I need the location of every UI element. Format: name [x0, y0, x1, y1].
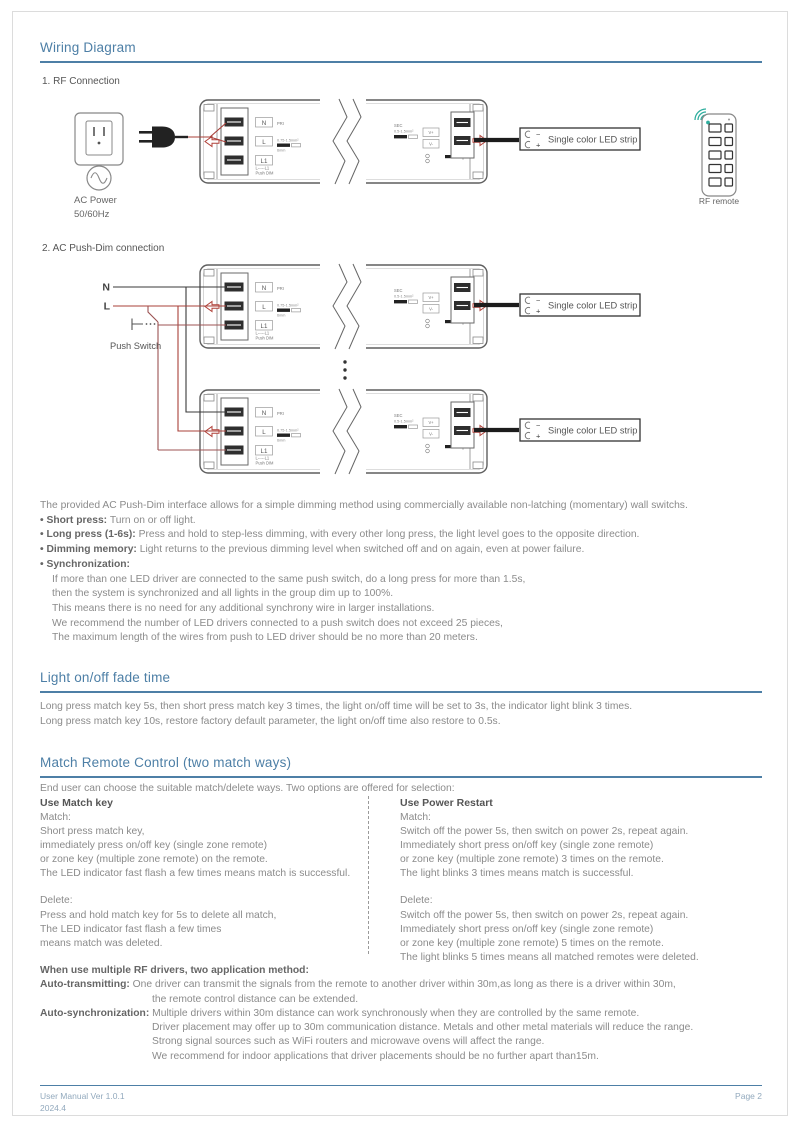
delete-line: The LED indicator fast flash a few times: [40, 923, 222, 935]
wire-n-label: N: [102, 281, 110, 294]
wire-l-label: L: [103, 300, 110, 313]
fade-section-body: [40, 700, 765, 729]
push-dim-label: Push DIM: [255, 335, 274, 341]
sync-line: This means there is no need for any additional synchrony wire in larger installations.: [52, 602, 435, 614]
terminal-label: N: [261, 119, 267, 127]
output-plus-label: V+: [428, 295, 434, 301]
rf-remote-label: RF remote: [698, 196, 740, 206]
sec-wire-spec: 0.5-1.5mm²: [394, 419, 414, 424]
led-driver: [200, 98, 487, 186]
match-label: Match:: [400, 812, 431, 823]
multi-line: Auto-synchronization: Multiple drivers within 30m distance can work synchronously when they are controlled by the same remote.: [40, 1007, 640, 1019]
match-label: Match:: [40, 812, 71, 823]
strip-length-label: 6mm: [277, 148, 286, 153]
bullet-line: • Long press (1-6s): Press and hold to step-less dimming, with every other long press, the light level goes to the opposite direction.: [40, 529, 640, 541]
remote-button: [709, 178, 721, 186]
push-dim-terminals: L-----L1: [255, 455, 270, 461]
terminal-label: L: [262, 303, 266, 311]
strip-label-1: Single color LED strip: [548, 134, 638, 145]
match-line: Immediately short press on/off key (single zone remote): [400, 840, 654, 852]
terminal-label: L1: [260, 322, 268, 330]
push-dim-terminals: L-----L1: [255, 330, 270, 336]
multi-cont-line: We recommend for indoor applications that driver placements should be no further apart than15m.: [152, 1050, 599, 1062]
multi-heading: When use multiple RF drivers, two application method:: [40, 965, 309, 976]
bullet-line: • Dimming memory: Light returns to the previous dimming level when switched off and on again, even at power failure.: [40, 544, 585, 556]
output-minus-label: V-: [429, 306, 433, 312]
sec-label: SEC: [394, 413, 403, 418]
terminal-label: L1: [260, 447, 268, 455]
delete-line: or zone key (multiple zone remote) 5 times on the remote.: [400, 937, 664, 949]
output-plus-label: V+: [428, 130, 434, 136]
intro-line: The provided AC Push-Dim interface allows for a simple dimming method using commercially available non-latching (momentary) wall switchs.: [40, 500, 688, 511]
strip-label-2: Single color LED strip: [548, 300, 638, 311]
delete-line: Immediately short press on/off key (single zone remote): [400, 923, 654, 935]
footer-page-number: Page 2: [735, 1091, 762, 1101]
delete-line: Press and hold match key for 5s to delete all match,: [40, 909, 277, 921]
sec-label: SEC: [394, 123, 403, 128]
sec-label: SEC: [394, 288, 403, 293]
fade-line: Long press match key 5s, then short press match key 3 times, the light on/off time will be set to 3s, the indicator light blink 3 times.: [40, 701, 633, 712]
strip-minus: −: [536, 421, 541, 430]
section2-label: 2. AC Push-Dim connection: [42, 243, 165, 254]
multi-cont-line: Strong signal sources such as WiFi routers and microwave ovens will affect the range.: [152, 1036, 545, 1048]
pri-label: PRI: [277, 411, 284, 416]
remote-button: [725, 124, 733, 132]
terminal-label: L1: [260, 157, 268, 165]
page-title: Wiring Diagram: [40, 40, 136, 55]
ac-plug-icon: [139, 127, 188, 148]
use-power-restart-heading: Use Power Restart: [400, 797, 493, 809]
fade-line: Long press match key 10s, restore factory default parameter, the light on/off time also restore to 0.5s.: [40, 715, 501, 727]
terminal-label: L: [262, 138, 266, 146]
remote-button: [709, 151, 721, 159]
column-divider: [368, 796, 369, 954]
delete-line: means match was deleted.: [40, 937, 163, 949]
pri-wire-spec: 0.75-1.5mm²: [277, 428, 299, 433]
remote-button: [709, 138, 721, 146]
fade-rule: [40, 691, 762, 693]
remote-button: [709, 165, 721, 173]
pri-wire-spec: 0.75-1.5mm²: [277, 303, 299, 308]
match-line: Short press match key,: [40, 826, 145, 838]
led-strip-3: [520, 419, 640, 441]
led-driver: [200, 263, 487, 351]
remote-button: [725, 178, 733, 186]
strip-minus: −: [536, 296, 541, 305]
sync-line: then the system is synchronized and all lights in the group dim up to 100%.: [52, 588, 394, 600]
delete-label: Delete:: [400, 895, 433, 907]
terminal-label: L: [262, 428, 266, 436]
bullet-line: • Synchronization:: [40, 558, 130, 570]
push-dim-description: [40, 499, 765, 646]
terminal-label: N: [261, 284, 267, 292]
footer-version: User Manual Ver 1.0.1: [40, 1091, 125, 1101]
pri-wire-spec: 0.75-1.5mm²: [277, 138, 299, 143]
strip-plus: +: [536, 306, 541, 316]
strip-length-label: 6mm: [277, 313, 286, 318]
output-minus-label: V-: [429, 141, 433, 147]
wiring-diagram-graphic: [0, 0, 800, 500]
use-match-key-heading: Use Match key: [40, 797, 113, 809]
match-key-column: [40, 796, 365, 951]
match-rule: [40, 776, 762, 778]
remote-button: [725, 165, 733, 173]
push-dim-label: Push DIM: [255, 170, 274, 176]
strip-plus: +: [536, 140, 541, 150]
sync-line: The maximum length of the wires from push to LED driver should be no more than 20 meters.: [52, 632, 478, 644]
pri-label: PRI: [277, 121, 284, 126]
sec-wire-spec: 0.5-1.5mm²: [394, 129, 414, 134]
strip-minus: −: [536, 130, 541, 139]
push-dim-label: Push DIM: [255, 460, 274, 466]
ac-power-label: AC Power: [74, 195, 117, 206]
match-line: or zone key (multiple zone remote) 3 times on the remote.: [400, 854, 664, 866]
section1-label: 1. RF Connection: [42, 76, 120, 87]
delete-label: Delete:: [40, 895, 73, 907]
footer-left: [40, 1090, 125, 1114]
push-dim-terminals: L-----L1: [255, 165, 270, 171]
more-drivers-ellipsis: [343, 360, 346, 379]
strip-plus: +: [536, 431, 541, 441]
match-line: immediately press on/off key (single zone remote): [40, 840, 268, 852]
pri-label: PRI: [277, 286, 284, 291]
multi-driver-section: [40, 964, 770, 1064]
push-switch-label: Push Switch: [110, 341, 162, 351]
match-intro: End user can choose the suitable match/delete ways. Two options are offered for selection:: [40, 783, 455, 794]
match-line: The light blinks 3 times means match is successful.: [400, 868, 634, 880]
footer-rule: [40, 1085, 762, 1086]
ac-outlet: [74, 113, 123, 220]
fade-section-title: Light on/off fade time: [40, 670, 171, 685]
match-line: or zone key (multiple zone remote) on the remote.: [40, 854, 268, 866]
push-switch-icon: [132, 319, 155, 331]
power-restart-column: [400, 796, 760, 965]
multi-cont-line: Driver placement may offer up to 30m communication distance. Metals and other metal materials will reduce the range.: [152, 1022, 694, 1034]
multi-line: Auto-transmitting: One driver can transmit the signals from the remote to another driver within 30m,as long as there is a driver within 30m,: [40, 979, 676, 991]
ac-freq-label: 50/60Hz: [74, 209, 110, 220]
match-section-title: Match Remote Control (two match ways): [40, 755, 292, 770]
led-strip-2: [520, 294, 640, 316]
led-strip-1: [520, 128, 640, 150]
match-line: The LED indicator fast flash a few times means match is successful.: [40, 868, 351, 880]
remote-button: [709, 124, 721, 132]
terminal-label: N: [261, 409, 267, 417]
remote-button: [725, 151, 733, 159]
strip-label-3: Single color LED strip: [548, 425, 638, 436]
output-minus-label: V-: [429, 431, 433, 437]
sec-wire-spec: 0.5-1.5mm²: [394, 294, 414, 299]
strip-length-label: 6mm: [277, 438, 286, 443]
led-driver: [200, 388, 487, 476]
delete-line: The light blinks 5 times means all matched remotes were deleted.: [400, 951, 699, 963]
rf-remote: [695, 109, 739, 206]
output-plus-label: V+: [428, 420, 434, 426]
delete-line: Switch off the power 5s, then switch on power 2s, repeat again.: [400, 909, 689, 921]
remote-button: [725, 138, 733, 146]
footer-date: 2024.4: [40, 1103, 66, 1113]
bullet-line: • Short press: Turn on or off light.: [40, 514, 196, 526]
match-line: Switch off the power 5s, then switch on power 2s, repeat again.: [400, 826, 689, 838]
sync-line: We recommend the number of LED drivers connected to a push switch does not exceed 25 pieces,: [52, 617, 503, 629]
sync-line: If more than one LED driver are connected to the same push switch, do a long press for more than 1.5s,: [52, 573, 526, 585]
multi-cont-line: the remote control distance can be extended.: [152, 993, 359, 1005]
